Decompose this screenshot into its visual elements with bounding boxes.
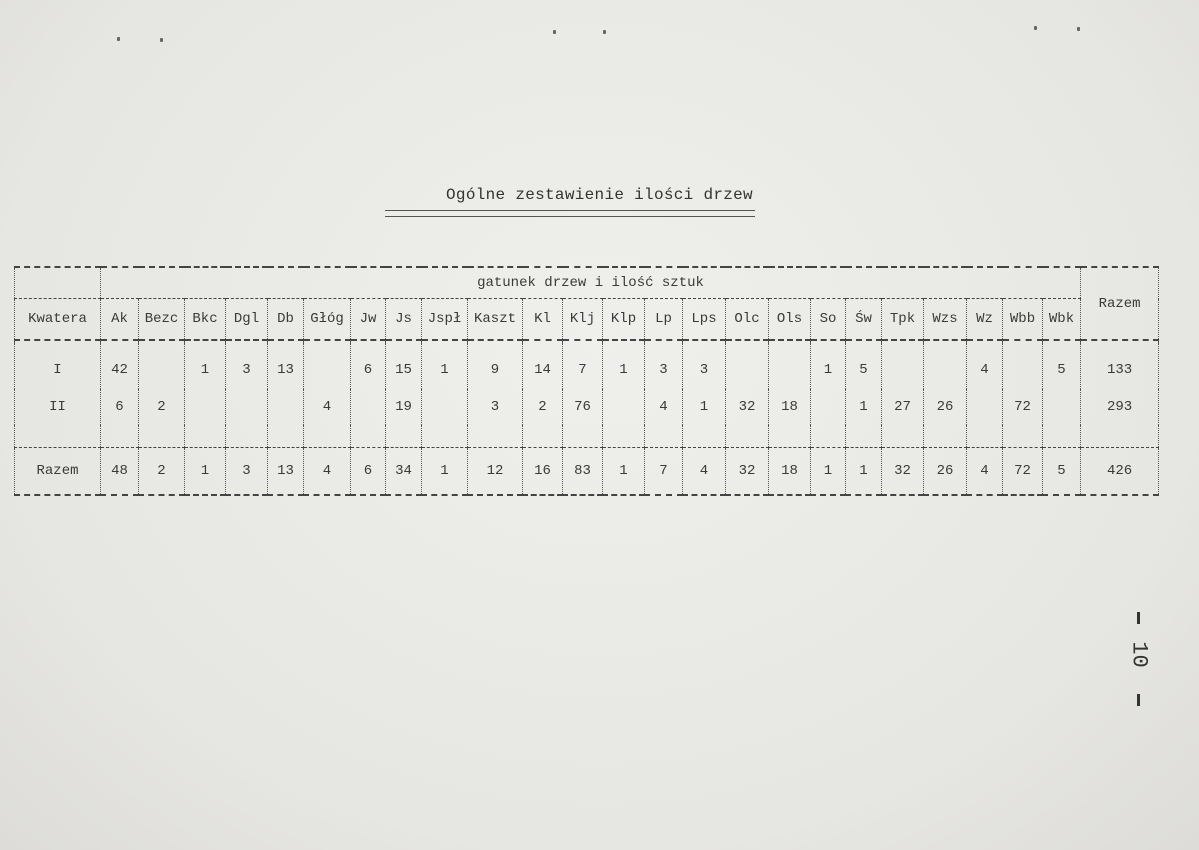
ink-speck <box>1034 26 1037 30</box>
count-cell: 4 <box>645 389 683 425</box>
ink-speck <box>603 30 606 34</box>
species-column-header: Kl <box>523 299 563 341</box>
spacer-cell <box>101 425 139 448</box>
spacer-cell <box>185 425 226 448</box>
count-cell: 9 <box>468 343 523 389</box>
species-column-header: Tpk <box>882 299 924 341</box>
count-cell <box>967 389 1003 425</box>
count-cell: 5 <box>846 343 882 389</box>
summary-count-cell: 32 <box>882 448 924 496</box>
species-column-header: Jw <box>351 299 386 341</box>
count-cell <box>882 343 924 389</box>
species-column-header: Js <box>386 299 422 341</box>
summary-count-cell: 32 <box>726 448 769 496</box>
page-number-dash <box>1137 694 1140 706</box>
species-column-header: Wbk <box>1043 299 1081 341</box>
species-column-header: Wz <box>967 299 1003 341</box>
count-cell: 2 <box>139 389 185 425</box>
row-total-cell: 133 <box>1081 343 1159 389</box>
species-column-header: Wzs <box>924 299 967 341</box>
page-number-dash <box>1137 612 1140 624</box>
spacer-cell <box>15 425 101 448</box>
summary-count-cell: 1 <box>811 448 846 496</box>
count-cell: 18 <box>769 389 811 425</box>
spacer-cell <box>1003 425 1043 448</box>
spacer-cell <box>683 425 726 448</box>
spacer-cell <box>1081 425 1159 448</box>
species-column-header: Kaszt <box>468 299 523 341</box>
species-column-header: Wbb <box>1003 299 1043 341</box>
count-cell <box>1043 389 1081 425</box>
title-double-underline <box>385 210 755 217</box>
count-cell: 3 <box>468 389 523 425</box>
total-column-header: Razem <box>1081 268 1159 340</box>
spacer-cell <box>769 425 811 448</box>
row-total-cell: 293 <box>1081 389 1159 425</box>
species-column-header: Św <box>846 299 882 341</box>
count-cell: 1 <box>683 389 726 425</box>
species-column-header: Bkc <box>185 299 226 341</box>
species-column-header: Klj <box>563 299 603 341</box>
summary-count-cell: 1 <box>185 448 226 496</box>
count-cell <box>139 343 185 389</box>
count-cell <box>268 389 304 425</box>
count-cell <box>603 389 645 425</box>
species-column-header: Lp <box>645 299 683 341</box>
count-cell: 4 <box>304 389 351 425</box>
count-cell: 1 <box>603 343 645 389</box>
summary-count-cell: 18 <box>769 448 811 496</box>
spacer-cell <box>882 425 924 448</box>
summary-count-cell: 13 <box>268 448 304 496</box>
table-row <box>15 389 1159 425</box>
header-blank-cell <box>15 268 101 299</box>
count-cell: 27 <box>882 389 924 425</box>
summary-count-cell: 48 <box>101 448 139 496</box>
summary-count-cell: 3 <box>226 448 268 496</box>
ink-speck <box>1077 27 1080 31</box>
count-cell: 3 <box>683 343 726 389</box>
species-column-header: Ak <box>101 299 139 341</box>
count-cell: 32 <box>726 389 769 425</box>
count-cell <box>226 389 268 425</box>
count-cell: 2 <box>523 389 563 425</box>
ink-speck <box>160 38 163 42</box>
spacer-cell <box>523 425 563 448</box>
spacer-cell <box>563 425 603 448</box>
species-column-header: So <box>811 299 846 341</box>
summary-count-cell: 34 <box>386 448 422 496</box>
summary-count-cell: 1 <box>603 448 645 496</box>
count-cell: 5 <box>1043 343 1081 389</box>
spacer-cell <box>726 425 769 448</box>
count-cell: 3 <box>645 343 683 389</box>
summary-count-cell: 4 <box>683 448 726 496</box>
table-bottom-rule <box>15 495 1159 496</box>
count-cell <box>811 389 846 425</box>
spacer-cell <box>422 425 468 448</box>
spacer-cell <box>1043 425 1081 448</box>
row-label-cell: I <box>15 343 101 389</box>
spacer-cell <box>386 425 422 448</box>
summary-count-cell: 6 <box>351 448 386 496</box>
count-cell <box>1003 343 1043 389</box>
count-cell: 13 <box>268 343 304 389</box>
summary-count-cell: 26 <box>924 448 967 496</box>
spacer-cell <box>351 425 386 448</box>
species-column-header: Olc <box>726 299 769 341</box>
species-column-header: Ols <box>769 299 811 341</box>
species-column-header: Db <box>268 299 304 341</box>
count-cell <box>304 343 351 389</box>
count-cell: 76 <box>563 389 603 425</box>
count-cell <box>185 389 226 425</box>
row-label-cell: II <box>15 389 101 425</box>
count-cell <box>769 343 811 389</box>
spacer-cell <box>924 425 967 448</box>
summary-count-cell: 1 <box>846 448 882 496</box>
summary-count-cell: 16 <box>523 448 563 496</box>
row-header-cell: Kwatera <box>15 299 101 341</box>
count-cell: 26 <box>924 389 967 425</box>
species-group-header: gatunek drzew i ilość sztuk <box>101 268 1081 299</box>
summary-row <box>15 448 1159 496</box>
count-cell: 7 <box>563 343 603 389</box>
species-column-header: Dgl <box>226 299 268 341</box>
count-cell <box>924 343 967 389</box>
summary-count-cell: 72 <box>1003 448 1043 496</box>
count-cell: 1 <box>185 343 226 389</box>
count-cell: 6 <box>101 389 139 425</box>
count-cell: 1 <box>811 343 846 389</box>
spacer-cell <box>645 425 683 448</box>
count-cell: 15 <box>386 343 422 389</box>
summary-count-cell: 83 <box>563 448 603 496</box>
ink-speck <box>553 30 556 34</box>
spacer-cell <box>967 425 1003 448</box>
table-row <box>15 343 1159 389</box>
count-cell <box>351 389 386 425</box>
ink-speck <box>117 37 120 41</box>
page-number <box>1124 612 1154 692</box>
count-cell <box>726 343 769 389</box>
count-cell: 14 <box>523 343 563 389</box>
grand-total-cell: 426 <box>1081 448 1159 496</box>
count-cell <box>422 389 468 425</box>
page-title: Ogólne zestawienie ilości drzew <box>446 186 753 204</box>
summary-count-cell: 1 <box>422 448 468 496</box>
count-cell: 4 <box>967 343 1003 389</box>
summary-count-cell: 12 <box>468 448 523 496</box>
count-cell: 72 <box>1003 389 1043 425</box>
spacer-cell <box>226 425 268 448</box>
summary-count-cell: 4 <box>304 448 351 496</box>
species-column-header: Jspł <box>422 299 468 341</box>
summary-count-cell: 4 <box>967 448 1003 496</box>
tree-count-table-wrapper <box>14 266 1158 496</box>
count-cell: 1 <box>846 389 882 425</box>
summary-count-cell: 2 <box>139 448 185 496</box>
spacer-cell <box>811 425 846 448</box>
spacer-cell <box>468 425 523 448</box>
species-column-header: Bezc <box>139 299 185 341</box>
summary-count-cell: 7 <box>645 448 683 496</box>
spacer-cell <box>268 425 304 448</box>
summary-label-cell: Razem <box>15 448 101 496</box>
species-column-header: Lps <box>683 299 726 341</box>
species-column-header: Klp <box>603 299 645 341</box>
count-cell: 19 <box>386 389 422 425</box>
tree-count-table <box>14 266 1159 496</box>
summary-count-cell: 5 <box>1043 448 1081 496</box>
page-number-text: 10 <box>1126 641 1152 668</box>
count-cell: 1 <box>422 343 468 389</box>
species-column-header: Głóg <box>304 299 351 341</box>
spacer-cell <box>846 425 882 448</box>
count-cell: 42 <box>101 343 139 389</box>
spacer-cell <box>603 425 645 448</box>
spacer-cell <box>304 425 351 448</box>
count-cell: 6 <box>351 343 386 389</box>
count-cell: 3 <box>226 343 268 389</box>
spacer-cell <box>139 425 185 448</box>
